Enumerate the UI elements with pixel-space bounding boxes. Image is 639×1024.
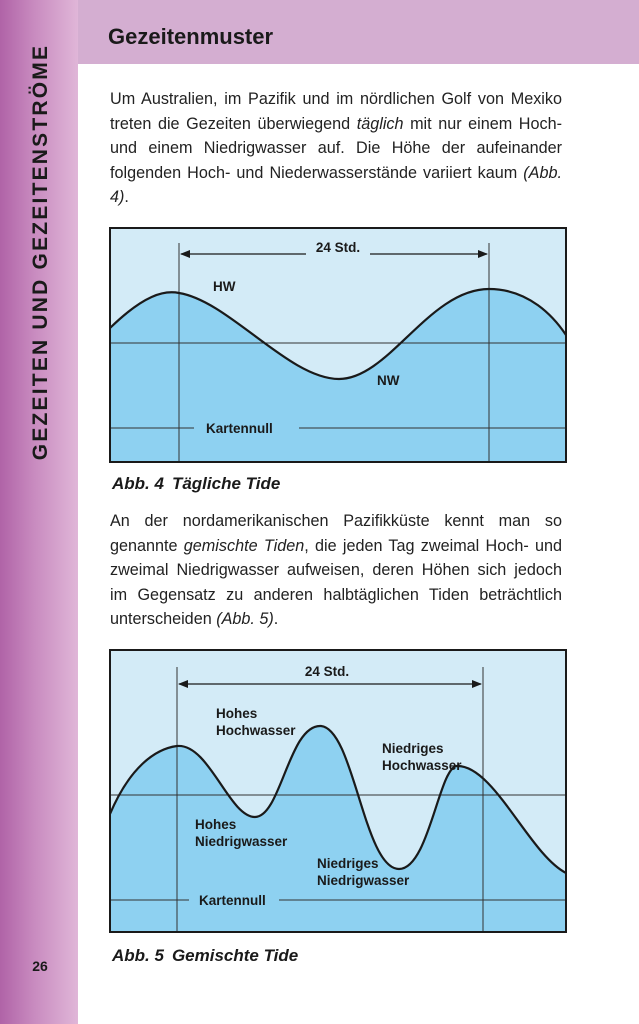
section-title: GEZEITEN UND GEZEITENSTRÖME [29,43,52,461]
figure-reference: (Abb. 5) [216,610,274,629]
figure-mixed-tide [109,649,567,933]
paragraph-daily-tide [110,87,562,210]
paragraph-text: An der nordamerikanischen Pazifikküste kennt man so genannte [110,512,562,555]
paragraph-mixed-tide [110,509,562,632]
paragraph-text: . [273,610,279,629]
caption-number: Abb. 5 [112,946,164,965]
caption-title: Gemischte Tide [171,946,299,965]
paragraph-text: . [124,188,129,207]
duration-label: 24 Std. [315,240,361,255]
higher-high-water-label-line2: Hochwasser [216,723,296,738]
higher-low-water-label-line1: Hohes [195,817,237,832]
sidebar [0,0,78,1024]
mixed-tide-diagram [109,649,567,933]
paragraph-text: , die jeden Tag zweimal Hoch- und zweimal Niedrigwasser aufweisen, deren Höhen sich jedoch im Gegensatz zu anderen halbtäglichen Tiden beträchtlich unterscheiden [110,536,563,629]
duration-label: 24 Std. [304,664,350,679]
paragraph-emphasis: täglich [356,114,404,133]
figure-caption [112,946,298,966]
lower-high-water-label-line1: Niedriges [382,741,444,756]
lower-low-water-label-line2: Niedrigwasser [317,873,410,888]
chart-datum-label: Kartennull [199,893,266,908]
page-number: 26 [32,958,48,974]
paragraph-emphasis: gemischte Tiden [183,536,305,555]
low-water-label: NW [377,373,400,388]
chart-datum-label: Kartennull [206,421,273,436]
daily-tide-diagram [109,227,567,463]
paragraph-text: mit nur einem Hoch- und einem Niedrigwasser auf. Die Höhe der aufeinander folgenden Hoch- und Niederwasserstände variiert kaum [110,114,562,182]
caption-title: Tägliche Tide [171,474,281,493]
figure-reference: (Abb. 4) [110,163,562,207]
higher-low-water-label-line2: Niedrigwasser [195,834,288,849]
higher-high-water-label-line1: Hohes [216,706,258,721]
figure-daily-tide [109,227,567,463]
lower-low-water-label-line1: Niedriges [317,856,379,871]
figure-caption [112,474,280,494]
paragraph-text: Um Australien, im Pazifik und im nördlichen Golf von Mexiko treten die Gezeiten überwiegend [110,90,562,133]
page-title: Gezeitenmuster [108,24,274,49]
caption-number: Abb. 4 [112,474,164,493]
header-band [78,0,639,64]
lower-high-water-label-line2: Hochwasser [382,758,462,773]
high-water-label: HW [213,279,236,294]
